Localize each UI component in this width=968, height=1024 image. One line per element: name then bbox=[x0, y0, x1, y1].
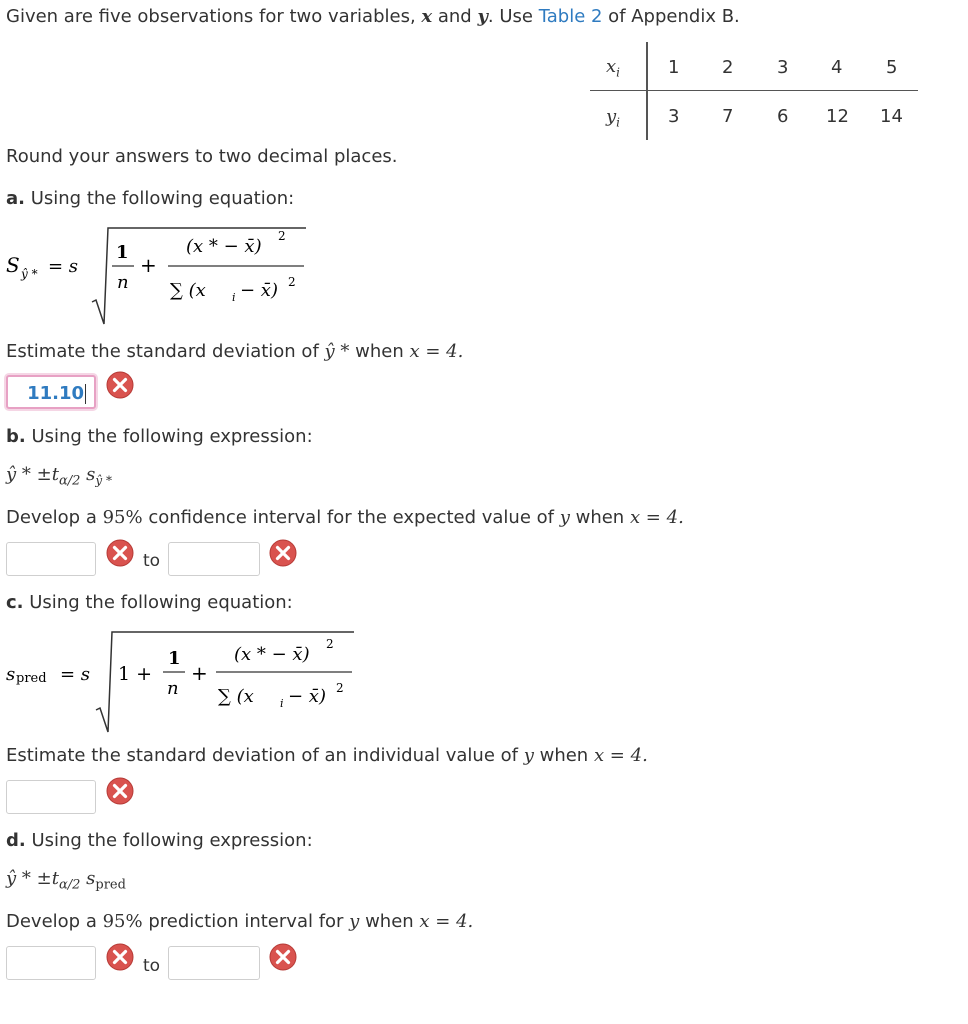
part-d-expression: ŷ * $\pm t_{\alpha/2}$ $s_{pred}$ bbox=[6, 868, 126, 893]
formula-a-plus: + bbox=[140, 253, 157, 277]
x-value-4: 4 bbox=[831, 57, 843, 78]
formula-a-den: ∑ (x bbox=[170, 280, 206, 301]
part-a-question: Estimate the standard deviation of ŷ * when x = 4. bbox=[6, 341, 464, 362]
formula-a-sub: ŷ * bbox=[21, 267, 38, 281]
formula-a-n: n bbox=[117, 272, 129, 293]
part-b-instruction: b. Using the following expression: bbox=[6, 426, 313, 447]
y-row-label: $y_i$ bbox=[606, 106, 621, 130]
formula-c-den-sq: 2 bbox=[336, 681, 344, 695]
formula-c-plus: + bbox=[191, 661, 208, 685]
formula-a bbox=[4, 222, 324, 332]
round-note: Round your answers to two decimal places. bbox=[6, 146, 398, 167]
formula-c-den-end: − x̄) bbox=[288, 686, 326, 707]
x-circle-icon bbox=[105, 776, 135, 806]
formula-a-num: (x * − x̄) bbox=[186, 236, 262, 257]
formula-a-eq: = s bbox=[48, 256, 79, 277]
formula-c bbox=[4, 626, 364, 736]
formula-c-s: s bbox=[6, 664, 16, 685]
formula-a-den-i: i bbox=[232, 291, 236, 304]
part-b-upper-input[interactable] bbox=[168, 542, 260, 576]
formula-c-eq: = s bbox=[60, 664, 91, 685]
formula-a-den-sq: 2 bbox=[288, 275, 296, 289]
part-b-to-label: to bbox=[143, 551, 161, 571]
formula-a-den-end: − x̄) bbox=[240, 280, 278, 301]
y-value-3: 6 bbox=[777, 106, 789, 127]
y-value-5: 14 bbox=[880, 106, 903, 127]
part-d-to-label: to bbox=[143, 956, 161, 976]
x-circle-icon bbox=[268, 538, 298, 568]
formula-c-den-i: i bbox=[280, 697, 284, 710]
part-d-lower-input[interactable] bbox=[6, 946, 96, 980]
part-c-question: Estimate the standard deviation of an individual value of y when x = 4. bbox=[6, 745, 648, 766]
x-circle-icon bbox=[268, 942, 298, 972]
part-b-lower-input[interactable] bbox=[6, 542, 96, 576]
part-d-question: Develop a 95% prediction interval for y when x = 4. bbox=[6, 911, 474, 932]
intro-text: Given are five observations for two variables, x and y. Use Table 2 of Appendix B. bbox=[6, 6, 740, 27]
x-value-3: 3 bbox=[777, 57, 789, 78]
part-d-upper-input[interactable] bbox=[168, 946, 260, 980]
formula-c-sub: pred bbox=[16, 671, 47, 686]
x-value-1: 1 bbox=[668, 57, 680, 78]
formula-c-den: ∑ (x bbox=[218, 686, 254, 707]
formula-c-num-sq: 2 bbox=[326, 637, 334, 651]
part-a-answer-input[interactable]: 11.10 bbox=[6, 375, 96, 409]
part-c-instruction: c. Using the following equation: bbox=[6, 592, 293, 613]
part-b-question: Develop a 95% confidence interval for the expected value of y when x = 4. bbox=[6, 507, 684, 528]
part-a-instruction: a. Using the following equation: bbox=[6, 188, 295, 209]
formula-c-one: 1 bbox=[168, 648, 181, 669]
x-circle-icon bbox=[105, 942, 135, 972]
x-value-2: 2 bbox=[722, 57, 734, 78]
table-divider-horizontal bbox=[590, 90, 918, 91]
formula-a-s: S bbox=[6, 253, 20, 277]
part-c-answer-input[interactable] bbox=[6, 780, 96, 814]
y-value-4: 12 bbox=[826, 106, 849, 127]
y-value-2: 7 bbox=[722, 106, 734, 127]
x-row-label: $x_i$ bbox=[606, 56, 620, 80]
formula-a-num-sq: 2 bbox=[278, 229, 286, 243]
x-value-5: 5 bbox=[886, 57, 898, 78]
table-divider-vertical bbox=[646, 42, 648, 140]
formula-c-num: (x * − x̄) bbox=[234, 644, 310, 665]
x-circle-icon bbox=[105, 370, 135, 400]
part-b-expression: ŷ * $\pm t_{\alpha/2}$ $s_{ŷ *}$ bbox=[6, 464, 112, 489]
formula-c-one-plus: 1 + bbox=[118, 663, 153, 685]
part-d-instruction: d. Using the following expression: bbox=[6, 830, 313, 851]
y-value-1: 3 bbox=[668, 106, 680, 127]
formula-c-n: n bbox=[167, 678, 179, 699]
table-2-link[interactable]: Table 2 bbox=[538, 6, 603, 27]
formula-a-one: 1 bbox=[116, 242, 129, 263]
x-circle-icon bbox=[105, 538, 135, 568]
